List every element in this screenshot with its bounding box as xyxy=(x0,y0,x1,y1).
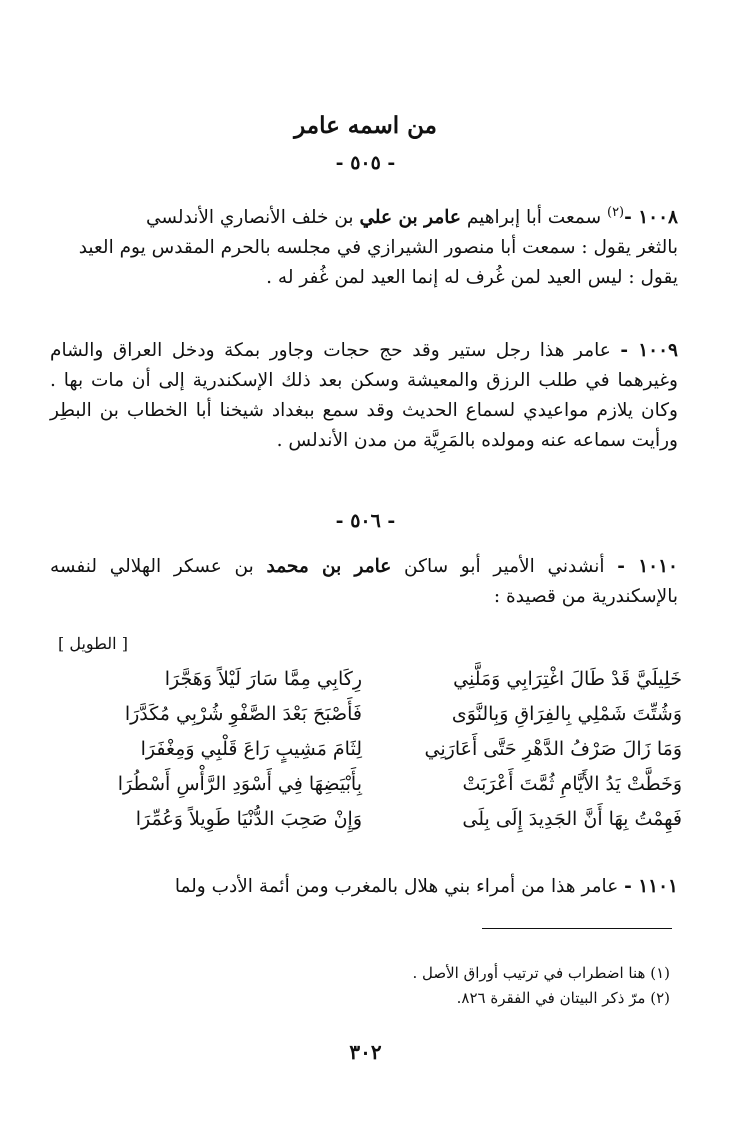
entry-text: عامر هذا من أمراء بني هلال بالمغرب ومن أئمة الأدب ولما xyxy=(174,876,625,897)
hemistich-second: فَأَصْبَحَ بَعْدَ الصَّفْوِ شُرْبِي مُكَدَّرَا xyxy=(124,703,362,725)
section-number: - ٥٠٥ - xyxy=(335,152,396,174)
entry-number: ١٠٠٨ - xyxy=(624,207,678,229)
entry-text: بن عسكر الهلالي لنفسه بالإسكندرية من قصيدة : xyxy=(50,556,678,607)
entry-number: ١٠٠٩ - xyxy=(620,340,678,361)
hemistich-first: فَهِمْتُ بِهَا أَنَّ الجَدِيدَ إِلَى بِلَى xyxy=(462,808,682,830)
entry-1010 xyxy=(50,552,678,612)
hemistich-second: رِكَابِي مِمَّا سَارَ لَيْلاً وَهَجَّرَا xyxy=(164,668,362,690)
hemistich-first: وَشُتِّتَ شَمْلِي بِالفِرَاقِ وَبِالنَّوَى xyxy=(451,703,682,725)
verse xyxy=(62,662,682,697)
poem xyxy=(62,662,682,837)
entry-text: بن خلف الأنصاري الأندلسي xyxy=(145,207,360,229)
verse xyxy=(62,802,682,837)
entry-text: عامر هذا رجل ستير وقد حج حجات وجاور بمكة ودخل العراق والشام وغيرهما في طلب الرزق والمعيشة وسكن بعد ذلك الإسكندرية إلى أن مات بها . وكان يلازم مواعيدي لسماع الحديث وقد سمع ببغداد شيخنا أبا الخطاب بن البطِر ورأيت سماعه عنه ومولده بالمَرِيَّة من مدن الأندلس . xyxy=(50,340,678,451)
footnote-divider xyxy=(482,928,672,929)
poem-meter: [ الطويل ] xyxy=(58,634,128,653)
person-name: عامر بن علي xyxy=(359,207,461,229)
section-number: - ٥٠٦ - xyxy=(335,510,396,532)
entry-number: ١١٠١ - xyxy=(624,876,678,897)
footnote: (١) هنا اضطراب في ترتيب أوراق الأصل . xyxy=(412,964,670,982)
verse xyxy=(62,697,682,732)
entry-line: بالثغر يقول : سمعت أبا منصور الشيرازي في مجلسه بالحرم المقدس يوم العيد xyxy=(78,237,678,259)
entry-number: ١٠١٠ - xyxy=(617,556,678,577)
hemistich-second: لِثَامَ مَشِيبٍ رَاعَ قَلْبِي وَمِغْفَرَا xyxy=(140,738,362,760)
hemistich-first: وَخَطَّتْ يَدُ الأَيَّامِ ثُمَّتَ أَعْرَبَتْ xyxy=(462,773,682,795)
entry-text: سمعت أبا إبراهيم xyxy=(460,207,607,229)
entry-1009 xyxy=(50,336,678,456)
hemistich-second: بِأَبْيَضِهَا فِي أَسْوَدِ الرَّأْسِ أَسْطُرَا xyxy=(117,773,362,795)
entry-1101 xyxy=(50,872,678,902)
footnote-ref: (٢) xyxy=(606,205,625,220)
entry-1008 xyxy=(50,198,678,293)
hemistich-first: خَلِيلَيَّ قَدْ طَالَ اغْتِرَابِي وَمَلَّنِي xyxy=(453,668,682,690)
hemistich-second: وَإِنْ صَحِبَ الدُّنْيَا طَوِيلاً وَعُمِّرَا xyxy=(135,808,362,830)
footnote: (٢) مرّ ذكر البيتان في الفقرة ٨٢٦. xyxy=(456,989,670,1007)
person-name: عامر بن محمد xyxy=(266,556,392,577)
page-number: ٣٠٢ xyxy=(349,1040,382,1064)
verse xyxy=(62,732,682,767)
entry-line: يقول : ليس العيد لمن غُرف له إنما العيد لمن غُفر له . xyxy=(266,267,678,289)
entry-text: أنشدني الأمير أبو ساكن xyxy=(391,556,618,577)
chapter-title: من اسمه عامر xyxy=(294,112,437,139)
hemistich-first: وَمَا زَالَ صَرْفُ الدَّهْرِ حَتَّى أَعَارَنِي xyxy=(424,738,682,760)
verse xyxy=(62,767,682,802)
